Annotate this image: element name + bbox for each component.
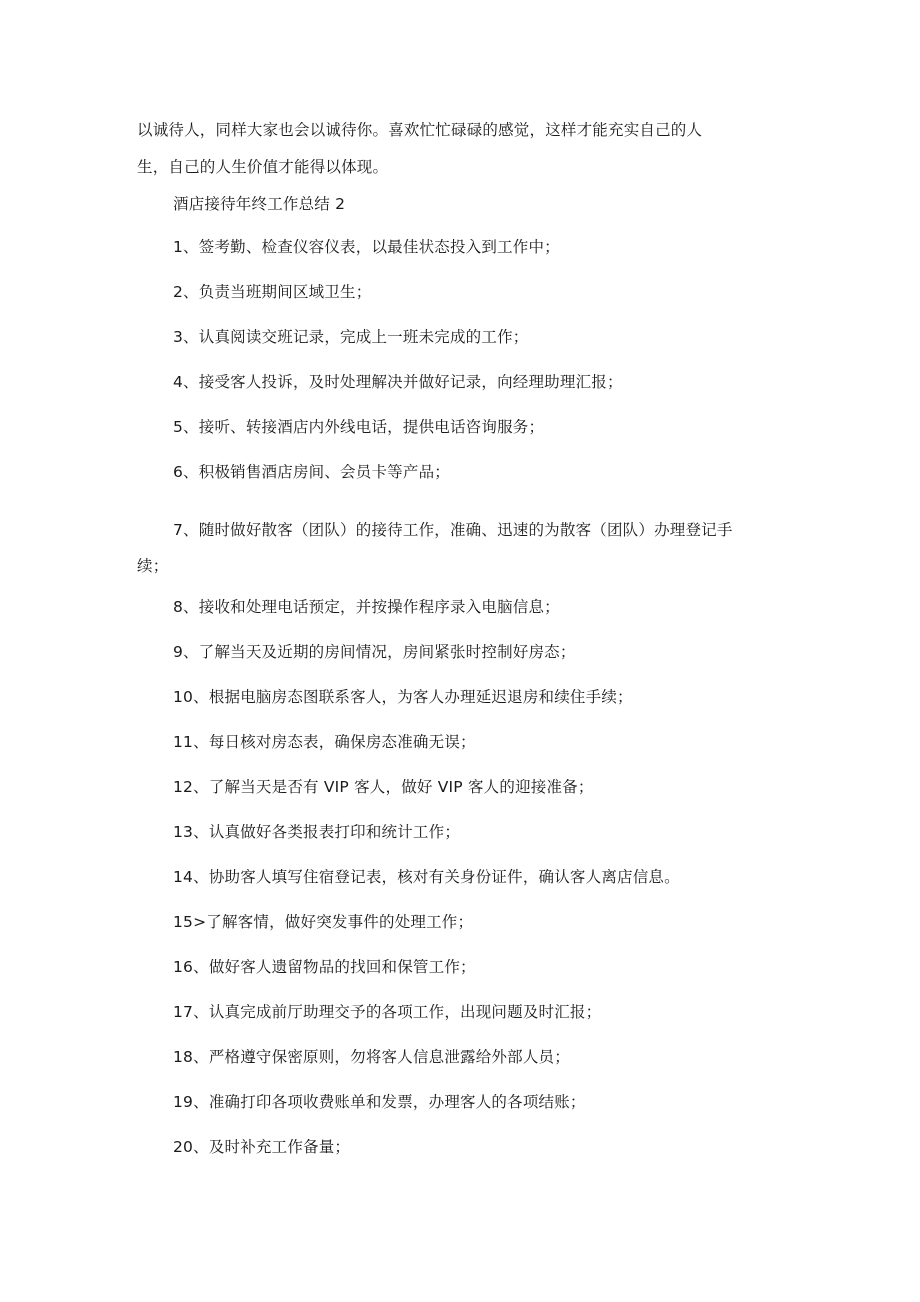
list-item: 18、严格遵守保密原则，勿将客人信息泄露给外部人员； bbox=[173, 1048, 570, 1066]
list-item: 14、协助客人填写住宿登记表，核对有关身份证件，确认客人离店信息。 bbox=[173, 868, 680, 886]
list-item: 20、及时补充工作备量； bbox=[173, 1138, 351, 1156]
list-item: 10、根据电脑房态图联系客人，为客人办理延迟退房和续住手续； bbox=[173, 688, 633, 706]
list-item: 4、接受客人投诉，及时处理解决并做好记录，向经理助理汇报； bbox=[173, 373, 623, 391]
list-item: 13、认真做好各类报表打印和统计工作； bbox=[173, 823, 461, 841]
list-item: 2、负责当班期间区域卫生； bbox=[173, 283, 372, 301]
list-item: 8、接收和处理电话预定，并按操作程序录入电脑信息； bbox=[173, 598, 560, 616]
intro-line-1: 以诚待人，同样大家也会以诚待你。喜欢忙忙碌碌的感觉，这样才能充实自己的人 bbox=[137, 121, 703, 139]
list-item: 17、认真完成前厅助理交予的各项工作，出现问题及时汇报； bbox=[173, 1003, 602, 1021]
list-item: 5、接听、转接酒店内外线电话，提供电话咨询服务； bbox=[173, 418, 545, 436]
list-item-continuation: 续； bbox=[137, 557, 169, 575]
list-item: 3、认真阅读交班记录，完成上一班未完成的工作； bbox=[173, 328, 529, 346]
list-item: 19、准确打印各项收费账单和发票，办理客人的各项结账； bbox=[173, 1093, 586, 1111]
list-item: 15>了解客情，做好突发事件的处理工作； bbox=[173, 913, 474, 931]
list-item: 12、了解当天是否有 VIP 客人，做好 VIP 客人的迎接准备； bbox=[173, 778, 594, 796]
list-item: 9、了解当天及近期的房间情况，房间紧张时控制好房态； bbox=[173, 643, 576, 661]
list-item: 6、积极销售酒店房间、会员卡等产品； bbox=[173, 463, 450, 481]
intro-line-2: 生，自己的人生价值才能得以体现。 bbox=[137, 158, 389, 176]
list-item: 16、做好客人遗留物品的找回和保管工作； bbox=[173, 958, 476, 976]
list-item: 11、每日核对房态表，确保房态准确无误； bbox=[173, 733, 476, 751]
list-item: 1、签考勤、检查仪容仪表，以最佳状态投入到工作中； bbox=[173, 238, 560, 256]
section-title: 酒店接待年终工作总结 2 bbox=[173, 195, 346, 213]
list-item: 7、随时做好散客（团队）的接待工作，准确、迅速的为散客（团队）办理登记手 bbox=[173, 521, 733, 539]
